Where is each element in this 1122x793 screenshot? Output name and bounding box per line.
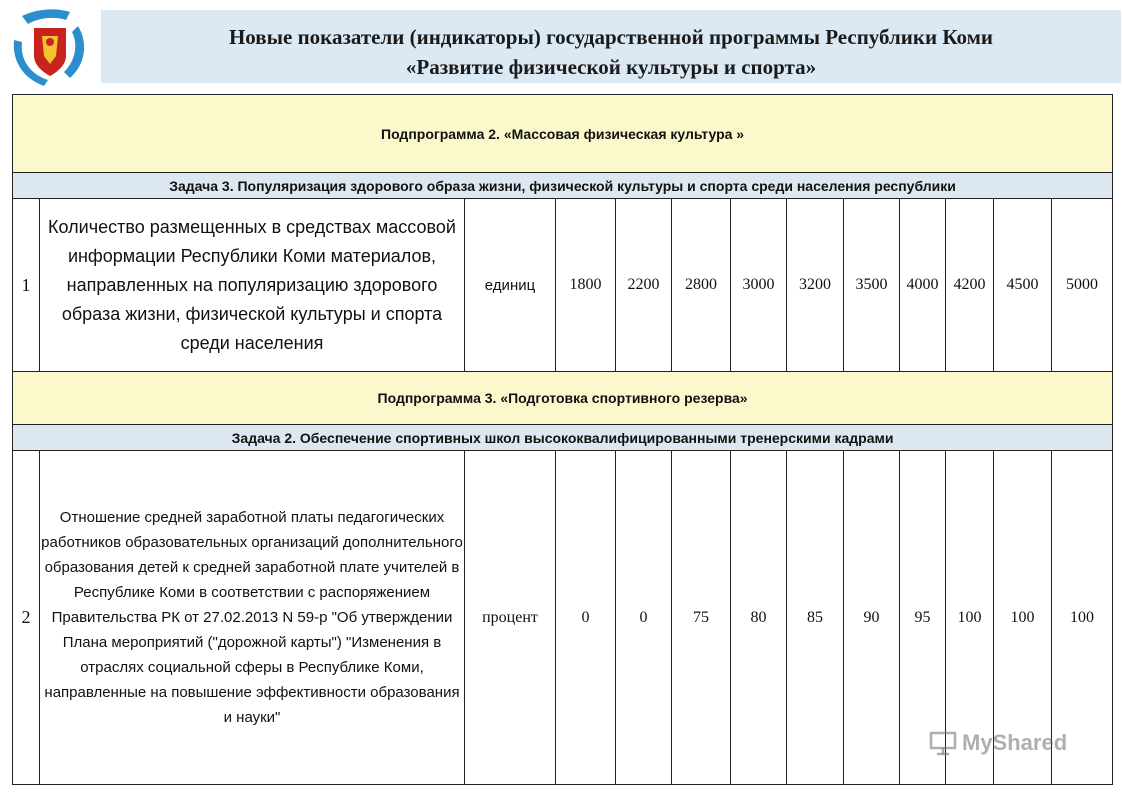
value-cell: 5000 <box>1052 199 1113 372</box>
watermark <box>928 730 1067 756</box>
subprogram-2-heading: Подпрограмма 2. «Массовая физическая культура » <box>13 95 1113 173</box>
value-cell: 90 <box>844 451 900 785</box>
task-2-row <box>13 425 1113 451</box>
page-title <box>101 22 1121 82</box>
task-2-heading: Задача 2. Обеспечение спортивных школ высококвалифицированными тренерскими кадрами <box>13 425 1113 451</box>
row-number: 2 <box>13 451 40 785</box>
indicators-table <box>12 94 1113 785</box>
value-cell: 4500 <box>994 199 1052 372</box>
indicator-description: Отношение средней заработной платы педагогических работников образовательных организаций дополнительного образования детей к средней заработной плате учителей в Республике Коми в соответствии с распоряжением Правительства РК от 27.02.2013 N 59-р "Об утверждении Плана мероприятий ("дорожной карты") "Изменения в отраслях социальной сферы в Республике Коми, направленные на повышение эффективности образования и науки" <box>40 451 465 785</box>
task-3-heading: Задача 3. Популяризация здорового образа жизни, физической культуры и спорта среди населения республики <box>13 173 1113 199</box>
row-number: 1 <box>13 199 40 372</box>
value-cell: 0 <box>616 451 672 785</box>
value-cell: 0 <box>556 451 616 785</box>
indicator-description: Количество размещенных в средствах массовой информации Республики Коми материалов, направленных на популяризацию здорового образа жизни, физической культуры и спорта среди населения <box>40 199 465 372</box>
subprogram-3-row <box>13 372 1113 425</box>
value-cell: 100 <box>1052 451 1113 785</box>
value-cell: 2200 <box>616 199 672 372</box>
value-cell: 80 <box>731 451 787 785</box>
value-cell: 3000 <box>731 199 787 372</box>
subprogram-3-heading: Подпрограмма 3. «Подготовка спортивного резерва» <box>13 372 1113 425</box>
page-title-line2: «Развитие физической культуры и спорта» <box>405 55 817 79</box>
value-cell: 1800 <box>556 199 616 372</box>
unit-cell: единиц <box>465 199 556 372</box>
unit-cell: процент <box>465 451 556 785</box>
value-cell: 4200 <box>946 199 994 372</box>
watermark-text: MyShared <box>962 730 1068 755</box>
value-cell: 95 <box>900 451 946 785</box>
value-cell: 3200 <box>787 199 844 372</box>
table-row <box>13 199 1113 372</box>
value-cell: 2800 <box>672 199 731 372</box>
value-cell: 100 <box>994 451 1052 785</box>
value-cell: 3500 <box>844 199 900 372</box>
task-3-row <box>13 173 1113 199</box>
page-title-line1: Новые показатели (индикаторы) государственной программы Республики Коми <box>228 25 994 49</box>
subprogram-2-row <box>13 95 1113 173</box>
value-cell: 100 <box>946 451 994 785</box>
value-cell: 4000 <box>900 199 946 372</box>
value-cell: 75 <box>672 451 731 785</box>
value-cell: 85 <box>787 451 844 785</box>
coat-of-arms-logo <box>8 6 92 90</box>
presentation-icon <box>928 730 958 756</box>
